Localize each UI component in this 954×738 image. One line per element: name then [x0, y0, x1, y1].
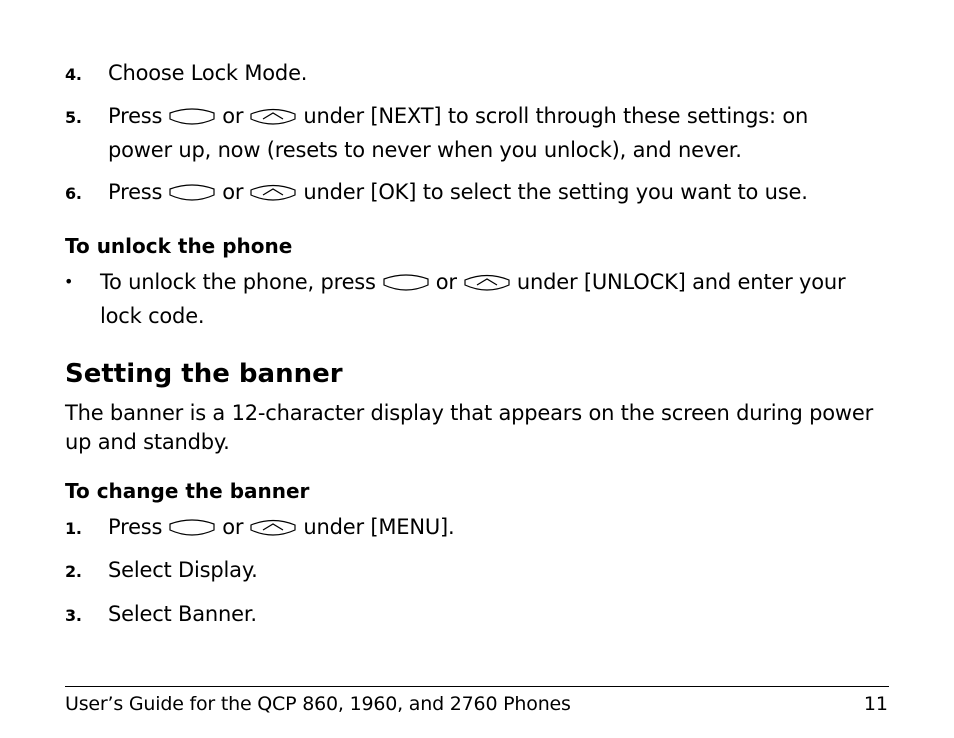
left-softkey-icon: [168, 518, 216, 538]
step-text: [108, 104, 808, 128]
right-softkey-icon: [249, 107, 297, 127]
step-text: Select Display.: [108, 558, 258, 582]
step-pre: Press: [108, 515, 163, 539]
banner-paragraph: The banner is a 12-character display that appears on the screen during power up and standby.: [65, 401, 874, 454]
bullet-text-cont: lock code.: [100, 304, 205, 328]
left-softkey-icon: [168, 107, 216, 127]
unlock-heading: To unlock the phone: [65, 234, 293, 258]
step-text-cont: power up, now (resets to never when you unlock), and never.: [108, 138, 742, 162]
page-number: 11: [863, 693, 888, 715]
step-text: Select Banner.: [108, 602, 257, 626]
step-number: 4.: [65, 65, 82, 84]
step-or: or: [222, 180, 244, 204]
bullet-glyph: •: [64, 272, 74, 291]
left-softkey-icon: [382, 273, 430, 293]
step-post: under [MENU].: [303, 515, 455, 539]
step-text: [108, 515, 454, 539]
step-post: under [OK] to select the setting you want to use.: [303, 180, 808, 204]
footer-rule: [65, 686, 889, 687]
bullet-or: or: [435, 270, 457, 294]
step-number: 1.: [65, 519, 82, 538]
footer-title: User’s Guide for the QCP 860, 1960, and 2760 Phones: [65, 693, 571, 715]
right-softkey-icon: [463, 273, 511, 293]
step-text: [108, 180, 808, 204]
bullet-text: [100, 270, 845, 294]
step-pre: Press: [108, 180, 163, 204]
step-number: 5.: [65, 108, 82, 127]
section-heading: Setting the banner: [65, 359, 343, 389]
step-number: 2.: [65, 562, 82, 581]
bullet-post: under [UNLOCK] and enter your: [516, 270, 846, 294]
bullet-pre: To unlock the phone, press: [100, 270, 376, 294]
right-softkey-icon: [249, 518, 297, 538]
step-or: or: [222, 104, 244, 128]
left-softkey-icon: [168, 183, 216, 203]
step-number: 6.: [65, 184, 82, 203]
right-softkey-icon: [249, 183, 297, 203]
step-pre: Press: [108, 104, 163, 128]
step-number: 3.: [65, 606, 82, 625]
step-or: or: [222, 515, 244, 539]
step-text: Choose Lock Mode.: [108, 61, 308, 85]
step-post: under [NEXT] to scroll through these settings: on: [303, 104, 809, 128]
change-banner-heading: To change the banner: [65, 479, 310, 503]
